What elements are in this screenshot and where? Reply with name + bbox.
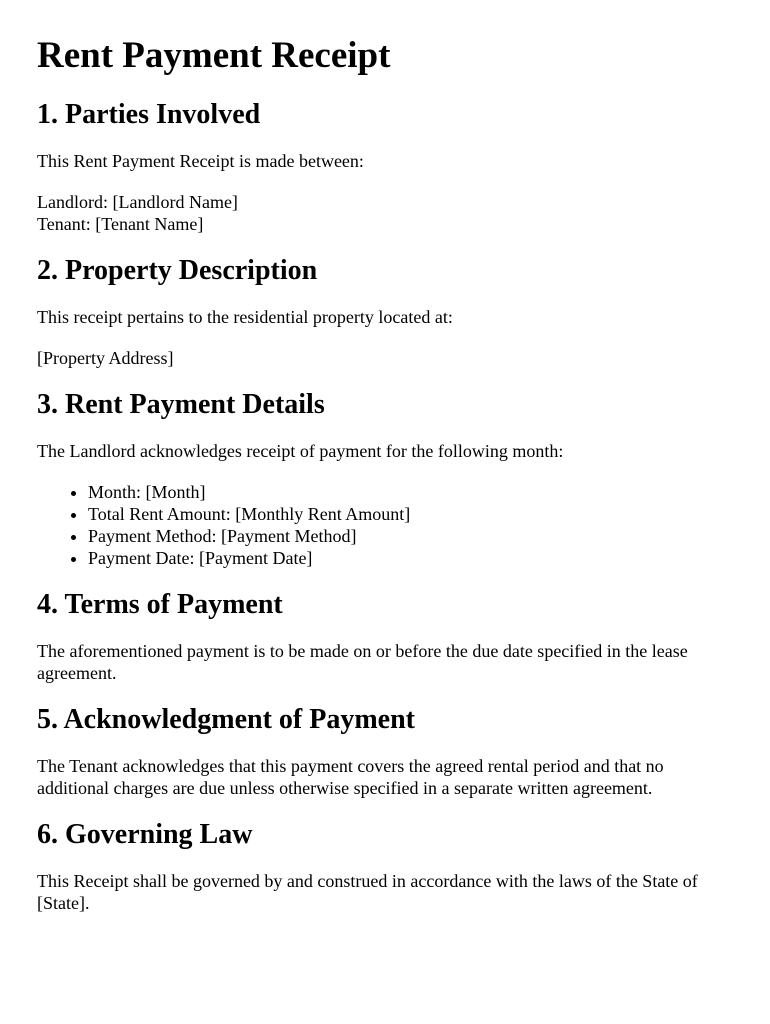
- list-item: • Total Rent Amount: [Monthly Rent Amount]: [88, 503, 733, 525]
- section-parties-involved: [37, 98, 733, 235]
- payment-details-list: [37, 481, 733, 569]
- section-governing-law: [37, 818, 733, 914]
- section-text: This Receipt shall be governed by and construed in accordance with the laws of the State of [State].: [37, 871, 698, 913]
- section-intro: This receipt pertains to the residential property located at:: [37, 307, 453, 327]
- section-intro: This Rent Payment Receipt is made between:: [37, 151, 364, 171]
- section-heading: 4. Terms of Payment: [37, 589, 283, 620]
- list-item: • Month: [Month]: [88, 481, 733, 503]
- section-rent-payment-details: [37, 388, 733, 569]
- section-heading: 1. Parties Involved: [37, 99, 261, 130]
- section-heading: 3. Rent Payment Details: [37, 389, 325, 420]
- list-item: • Payment Method: [Payment Method]: [88, 525, 733, 547]
- section-text: The Tenant acknowledges that this payment covers the agreed rental period and that no additional charges are due unless otherwise specified in a separate written agreement.: [37, 756, 664, 798]
- section-acknowledgment-of-payment: [37, 703, 733, 799]
- landlord-line: Landlord: [Landlord Name]: [37, 192, 238, 212]
- section-intro: The Landlord acknowledges receipt of payment for the following month:: [37, 441, 564, 461]
- parties-block: [37, 191, 733, 235]
- section-heading: 2. Property Description: [37, 255, 318, 286]
- section-property-description: [37, 254, 733, 369]
- section-heading: 5. Acknowledgment of Payment: [37, 704, 415, 735]
- document-title: Rent Payment Receipt: [37, 35, 391, 76]
- tenant-line: Tenant: [Tenant Name]: [37, 214, 204, 234]
- list-item: • Payment Date: [Payment Date]: [88, 547, 733, 569]
- property-address: [Property Address]: [37, 348, 174, 368]
- section-text: The aforementioned payment is to be made on or before the due date specified in the lease agreement.: [37, 641, 688, 683]
- section-heading: 6. Governing Law: [37, 819, 253, 850]
- section-terms-of-payment: [37, 588, 733, 684]
